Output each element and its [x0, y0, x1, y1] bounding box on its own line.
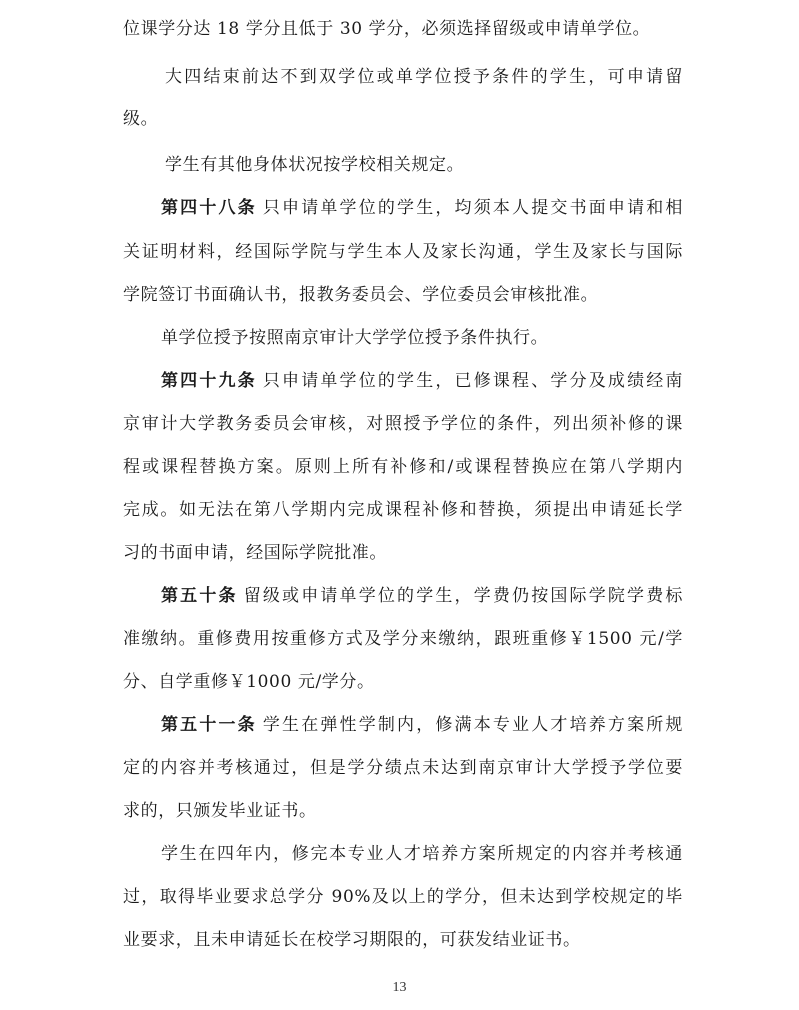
paragraph-line: 关证明材料，经国际学院与学生本人及家长沟通，学生及家长与国际	[123, 242, 683, 262]
paragraph-line: 京审计大学教务委员会审核，对照授予学位的条件，列出须补修的课	[123, 414, 683, 434]
article-48-heading: 第四十八条	[161, 198, 257, 218]
article-49-heading: 第四十九条	[161, 371, 257, 391]
article-50-heading: 第五十条	[161, 586, 238, 606]
paragraph-line: 程或课程替换方案。原则上所有补修和/或课程替换应在第八学期内	[123, 457, 683, 477]
article-48-text: 只申请单学位的学生，均须本人提交书面申请和相	[262, 198, 684, 218]
paragraph-line: 过，取得毕业要求总学分 90%及以上的学分，但未达到学校规定的毕	[123, 887, 683, 907]
paragraph-line: 完成。如无法在第八学期内完成课程补修和替换，须提出申请延长学	[123, 500, 683, 520]
paragraph-line: 学生在四年内，修完本专业人才培养方案所规定的内容并考核通	[161, 844, 683, 864]
paragraph-line: 级。	[123, 109, 159, 129]
paragraph-line: 大四结束前达不到双学位或单学位授予条件的学生，可申请留	[165, 67, 683, 87]
paragraph-line: 准缴纳。重修费用按重修方式及学分来缴纳，跟班重修￥1500 元/学	[123, 629, 683, 649]
article-50-text: 留级或申请单学位的学生，学费仍按国际学院学费标	[243, 586, 683, 606]
article-51-first-line	[161, 713, 683, 737]
article-49-text: 只申请单学位的学生，已修课程、学分及成绩经南	[262, 371, 684, 391]
article-49-first-line	[161, 369, 683, 393]
article-50-first-line	[161, 584, 683, 608]
paragraph-line: 定的内容并考核通过，但是学分绩点未达到南京审计大学授予学位要	[123, 758, 683, 778]
article-51-heading: 第五十一条	[161, 715, 257, 735]
article-48-first-line	[161, 196, 683, 220]
paragraph-line: 习的书面申请，经国际学院批准。	[123, 543, 387, 563]
article-51-text: 学生在弹性学制内，修满本专业人才培养方案所规	[262, 715, 684, 735]
paragraph-line: 位课学分达 18 学分且低于 30 学分，必须选择留级或申请单学位。	[123, 19, 651, 39]
paragraph-line: 求的，只颁发毕业证书。	[123, 801, 317, 821]
page-number: 13	[392, 980, 407, 995]
paragraph-line: 业要求，且未申请延长在校学习期限的，可获发结业证书。	[123, 930, 581, 950]
paragraph-line: 学生有其他身体状况按学校相关规定。	[165, 155, 465, 175]
paragraph-line: 学院签订书面确认书，报教务委员会、学位委员会审核批准。	[123, 285, 599, 305]
paragraph-line: 分、自学重修￥1000 元/学分。	[123, 672, 375, 692]
paragraph-line: 单学位授予按照南京审计大学学位授予条件执行。	[161, 328, 549, 348]
